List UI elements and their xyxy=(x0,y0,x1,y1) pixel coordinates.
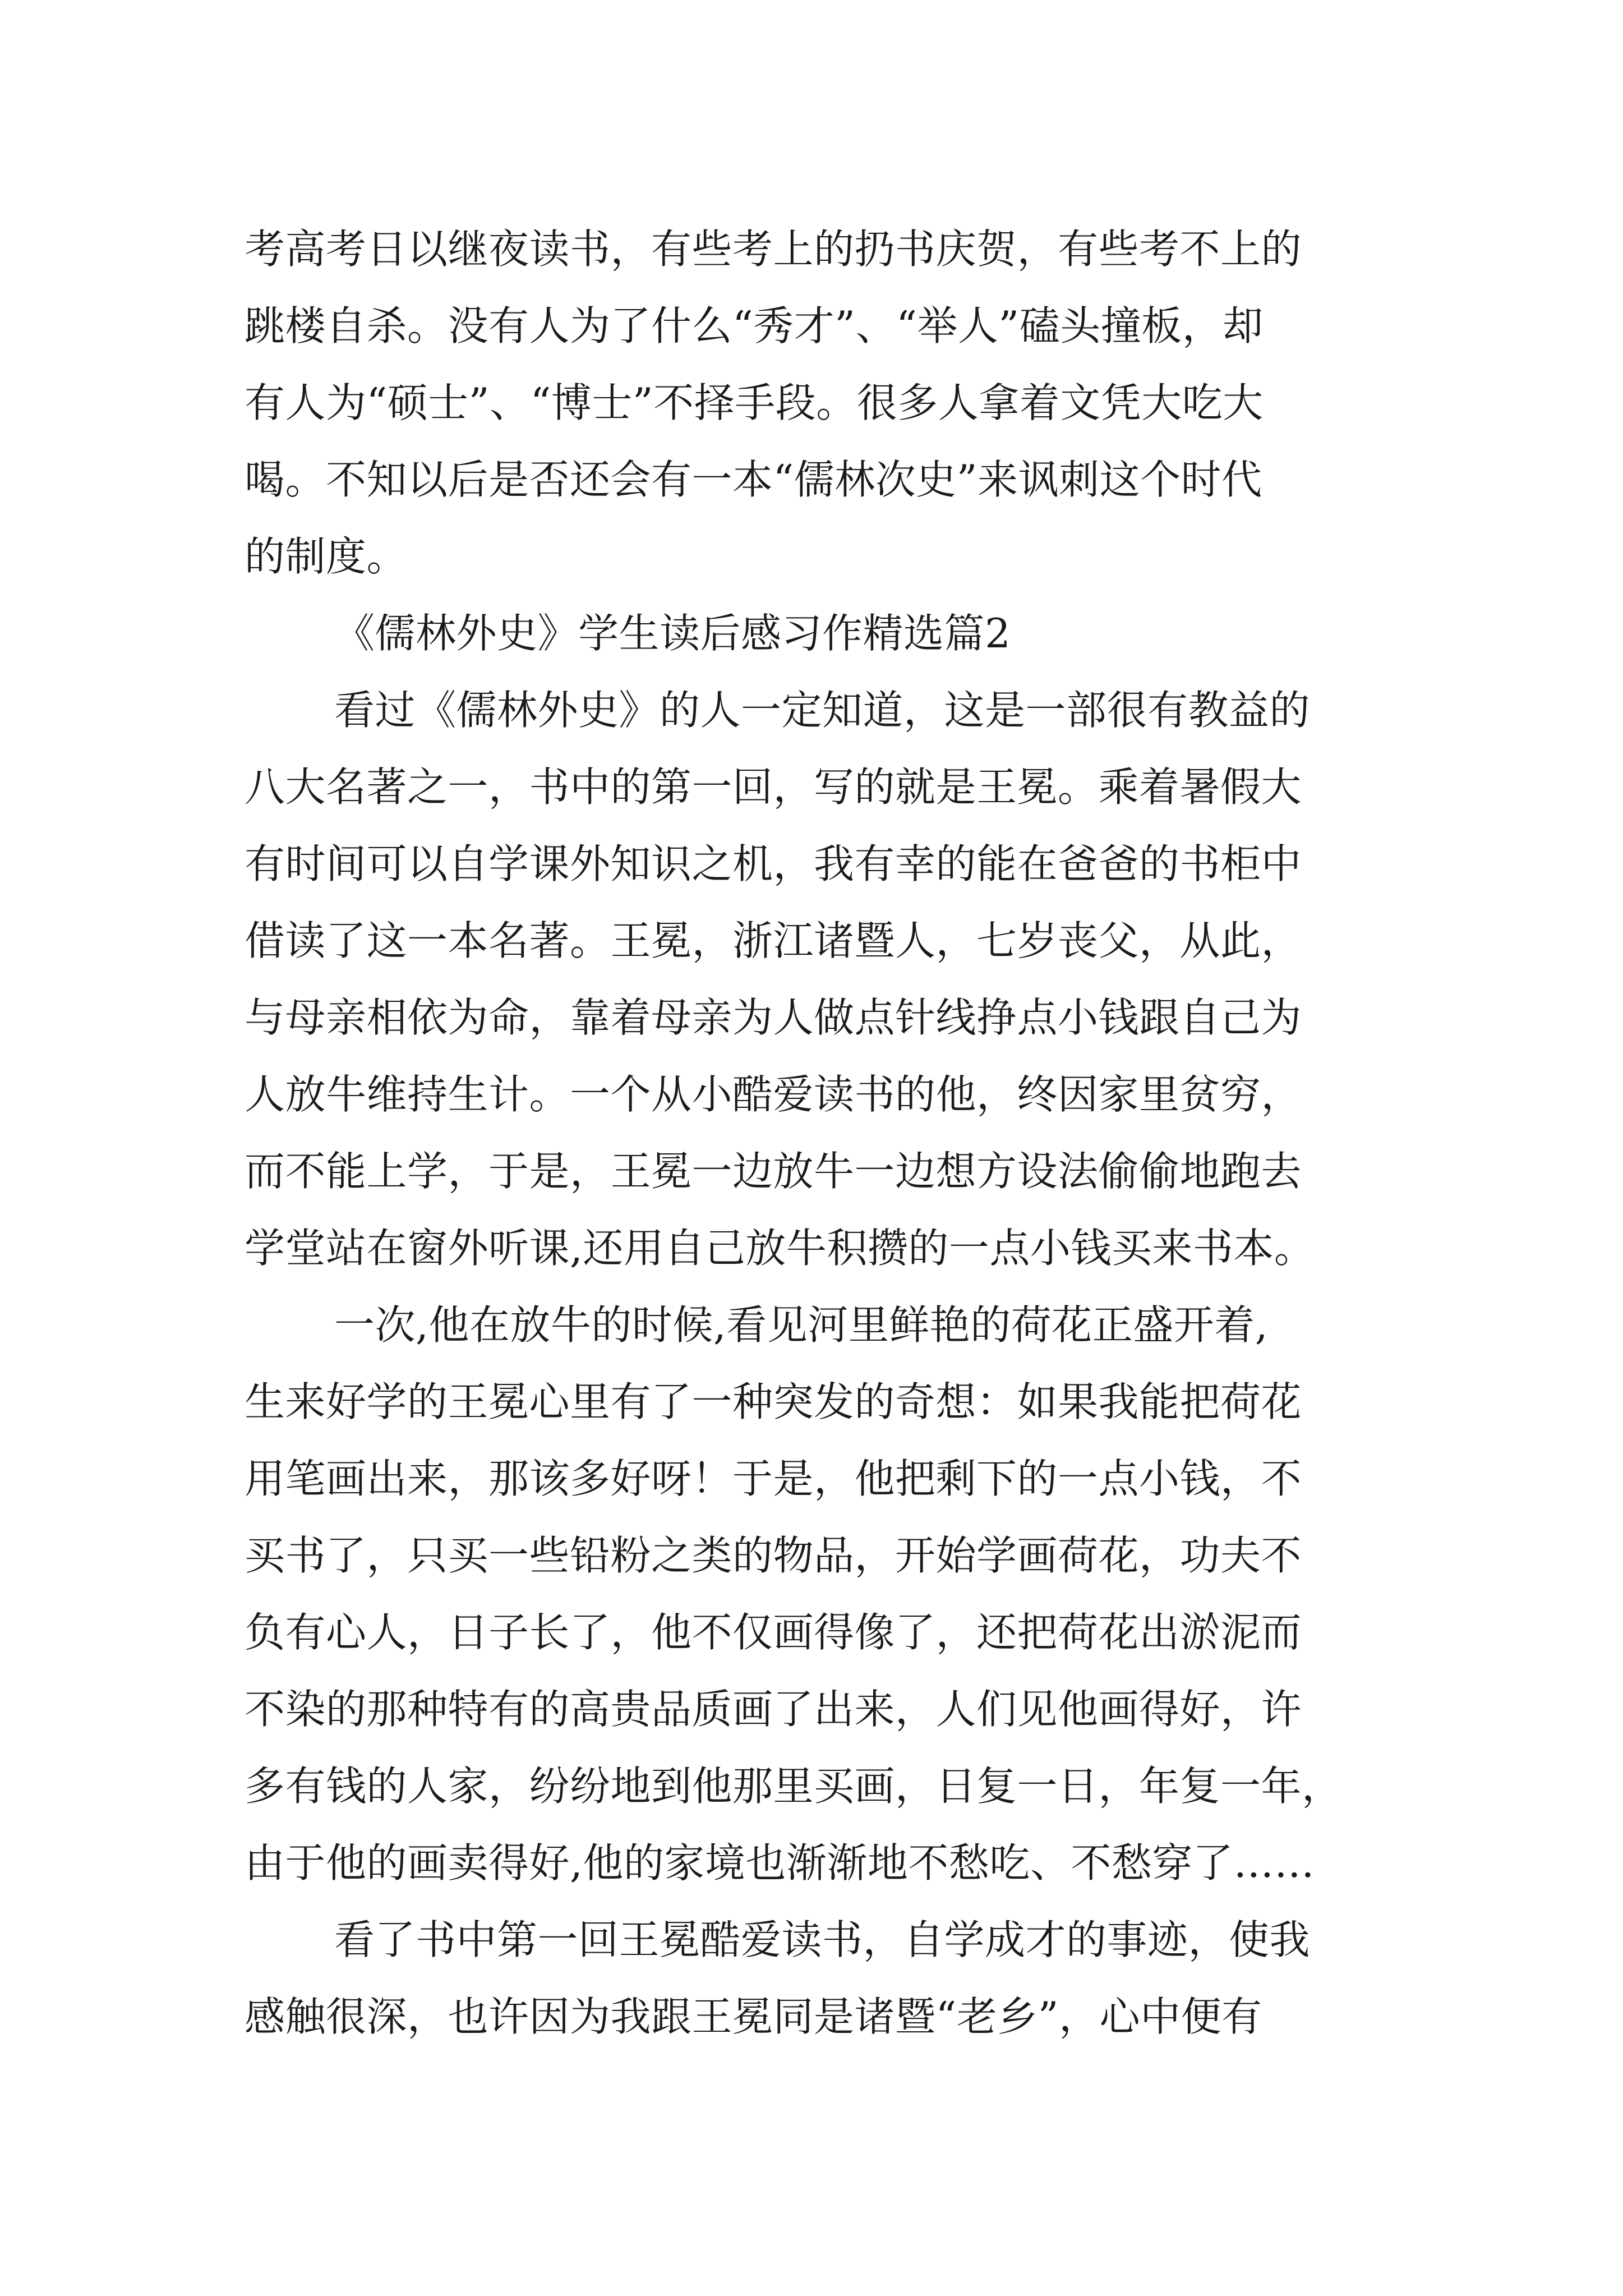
text-line: 八大名著之一，书中的第一回，写的就是王冕。乘着暑假大 xyxy=(245,763,1302,811)
text-line: 有人为“硕士”、“博士”不择手段。很多人拿着文凭大吃大 xyxy=(245,379,1264,426)
paragraph-lotus-story xyxy=(245,1287,1389,1902)
paragraph-intro xyxy=(245,672,1389,1287)
text-line: 跳楼自杀。没有人为了什么“秀才”、“举人”磕头撞板，却 xyxy=(245,302,1264,349)
section-title: 《儒林外史》学生读后感习作精选篇2 xyxy=(334,610,1011,657)
text-line: 考高考日以继夜读书，有些考上的扔书庆贺，有些考不上的 xyxy=(245,226,1302,273)
document-body xyxy=(245,211,1389,2055)
text-line: 感触很深，也许因为我跟王冕同是诸暨“老乡”，心中便有 xyxy=(245,1993,1262,2040)
text-line: 由于他的画卖得好,他的家境也渐渐地不愁吃、不愁穿了…… xyxy=(245,1839,1315,1887)
text-line: 借读了这一本名著。王冕，浙江诸暨人，七岁丧父，从此， xyxy=(245,917,1302,964)
text-line: 不染的那种特有的高贵品质画了出来，人们见他画得好，许 xyxy=(245,1686,1302,1733)
text-line: 人放牛维持生计。一个从小酷爱读书的他，终因家里贫穷， xyxy=(245,1071,1302,1118)
text-line: 有时间可以自学课外知识之机，我有幸的能在爸爸的书柜中 xyxy=(245,840,1302,887)
text-line: 喝。不知以后是否还会有一本“儒林次史”来讽刺这个时代 xyxy=(245,456,1262,503)
text-line: 生来好学的王冕心里有了一种突发的奇想：如果我能把荷花 xyxy=(245,1378,1302,1425)
text-line: 看过《儒林外史》的人一定知道，这是一部很有教益的 xyxy=(334,687,1311,734)
text-line: 买书了，只买一些铅粉之类的物品，开始学画荷花，功夫不 xyxy=(245,1532,1302,1579)
text-line: 一次,他在放牛的时候,看见河里鲜艳的荷花正盛开着, xyxy=(334,1301,1269,1349)
text-line: 与母亲相依为命，靠着母亲为人做点针线挣点小钱跟自己为 xyxy=(245,994,1302,1041)
paragraph-continuation xyxy=(245,211,1389,595)
text-line: 而不能上学，于是，王冕一边放牛一边想方设法偷偷地跑去 xyxy=(245,1148,1302,1195)
text-line: 多有钱的人家，纷纷地到他那里买画，日复一日，年复一年， xyxy=(245,1763,1343,1810)
text-line: 用笔画出来，那该多好呀！于是，他把剩下的一点小钱，不 xyxy=(245,1455,1302,1502)
text-line: 看了书中第一回王冕酷爱读书，自学成才的事迹，使我 xyxy=(334,1916,1311,1963)
text-line: 负有心人，日子长了，他不仅画得像了，还把荷花出淤泥而 xyxy=(245,1609,1302,1656)
text-line: 学堂站在窗外听课,还用自己放牛积攒的一点小钱买来书本。 xyxy=(245,1225,1315,1272)
paragraph-reflection xyxy=(245,1902,1389,2055)
text-line: 的制度。 xyxy=(245,533,408,580)
